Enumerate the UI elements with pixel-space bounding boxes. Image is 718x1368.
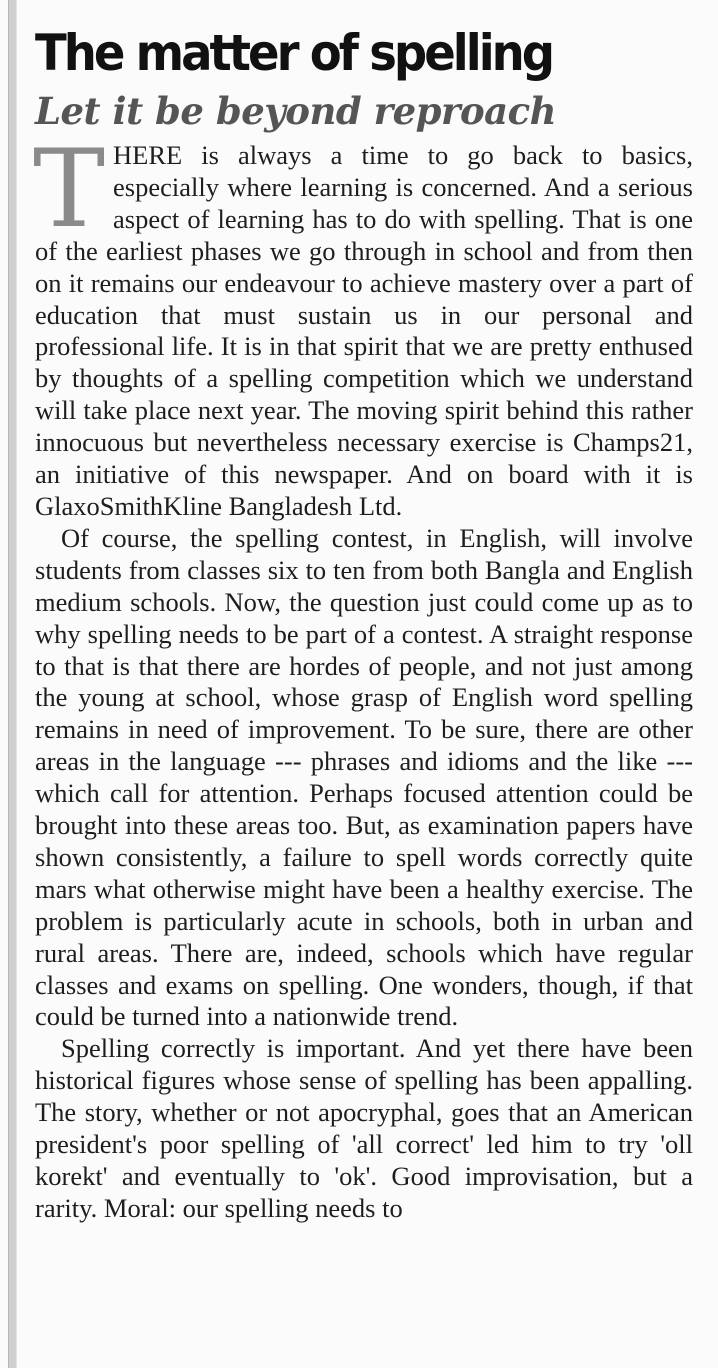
headline: The matter of spelling [35, 24, 553, 82]
article-body [33, 127, 693, 1225]
paragraph-1 [33, 127, 693, 523]
subheadline: Let it be beyond reproach [35, 89, 557, 133]
column-rule [8, 0, 17, 1368]
paragraph-3: Spelling correctly is important. And yet there have been historical figures whose sense of spelling has been appalling. The story, whether or not apocryphal, goes that an American president's poor spelling of 'all correct' led him to try 'oll korekt' and eventually to 'ok'. Good improvisation, but a rarity. Moral: our spelling needs to [35, 1033, 693, 1223]
drop-cap: T [33, 127, 106, 252]
editorial-article [35, 18, 693, 1225]
paragraph-2: Of course, the spelling contest, in English, will involve students from classes six to ten from both Bangla and English medium schools. Now, the question just could come up as to why spelling needs to be part of a contest. A straight response to that is that there are hordes of people, and not just among the young at school, whose grasp of English word spelling remains in need of improvement. To be sure, there are other areas in the language --- phrases and idioms and the like --- which call for attention. Perhaps focused attention could be brought into these areas too. But, as examination papers have shown consistently, a failure to spell words correctly quite mars what otherwise might have been a healthy exercise. The problem is particularly acute in schools, both in urban and rural areas. There are, indeed, schools which have regular classes and exams on spelling. One wonders, though, if that could be turned into a nationwide trend. [35, 522, 693, 1032]
paragraph-1-text: HERE is always a time to go back to basics, especially where learning is concerned. And a serious aspect of learning has to do with spelling. That is one of the earliest phases we go through in school and from then on it remains our endeavour to achieve mastery over a part of education that must sustain us in our personal and professional life. It is in that spirit that we are pretty enthused by thoughts of a spelling competition which we understand will take place next year. The moving spirit behind this rather innocuous but nevertheless necessary exercise is Champs21, an initiative of this newspaper. And on board with it is GlaxoSmithKline Bangladesh Ltd. [35, 140, 693, 521]
